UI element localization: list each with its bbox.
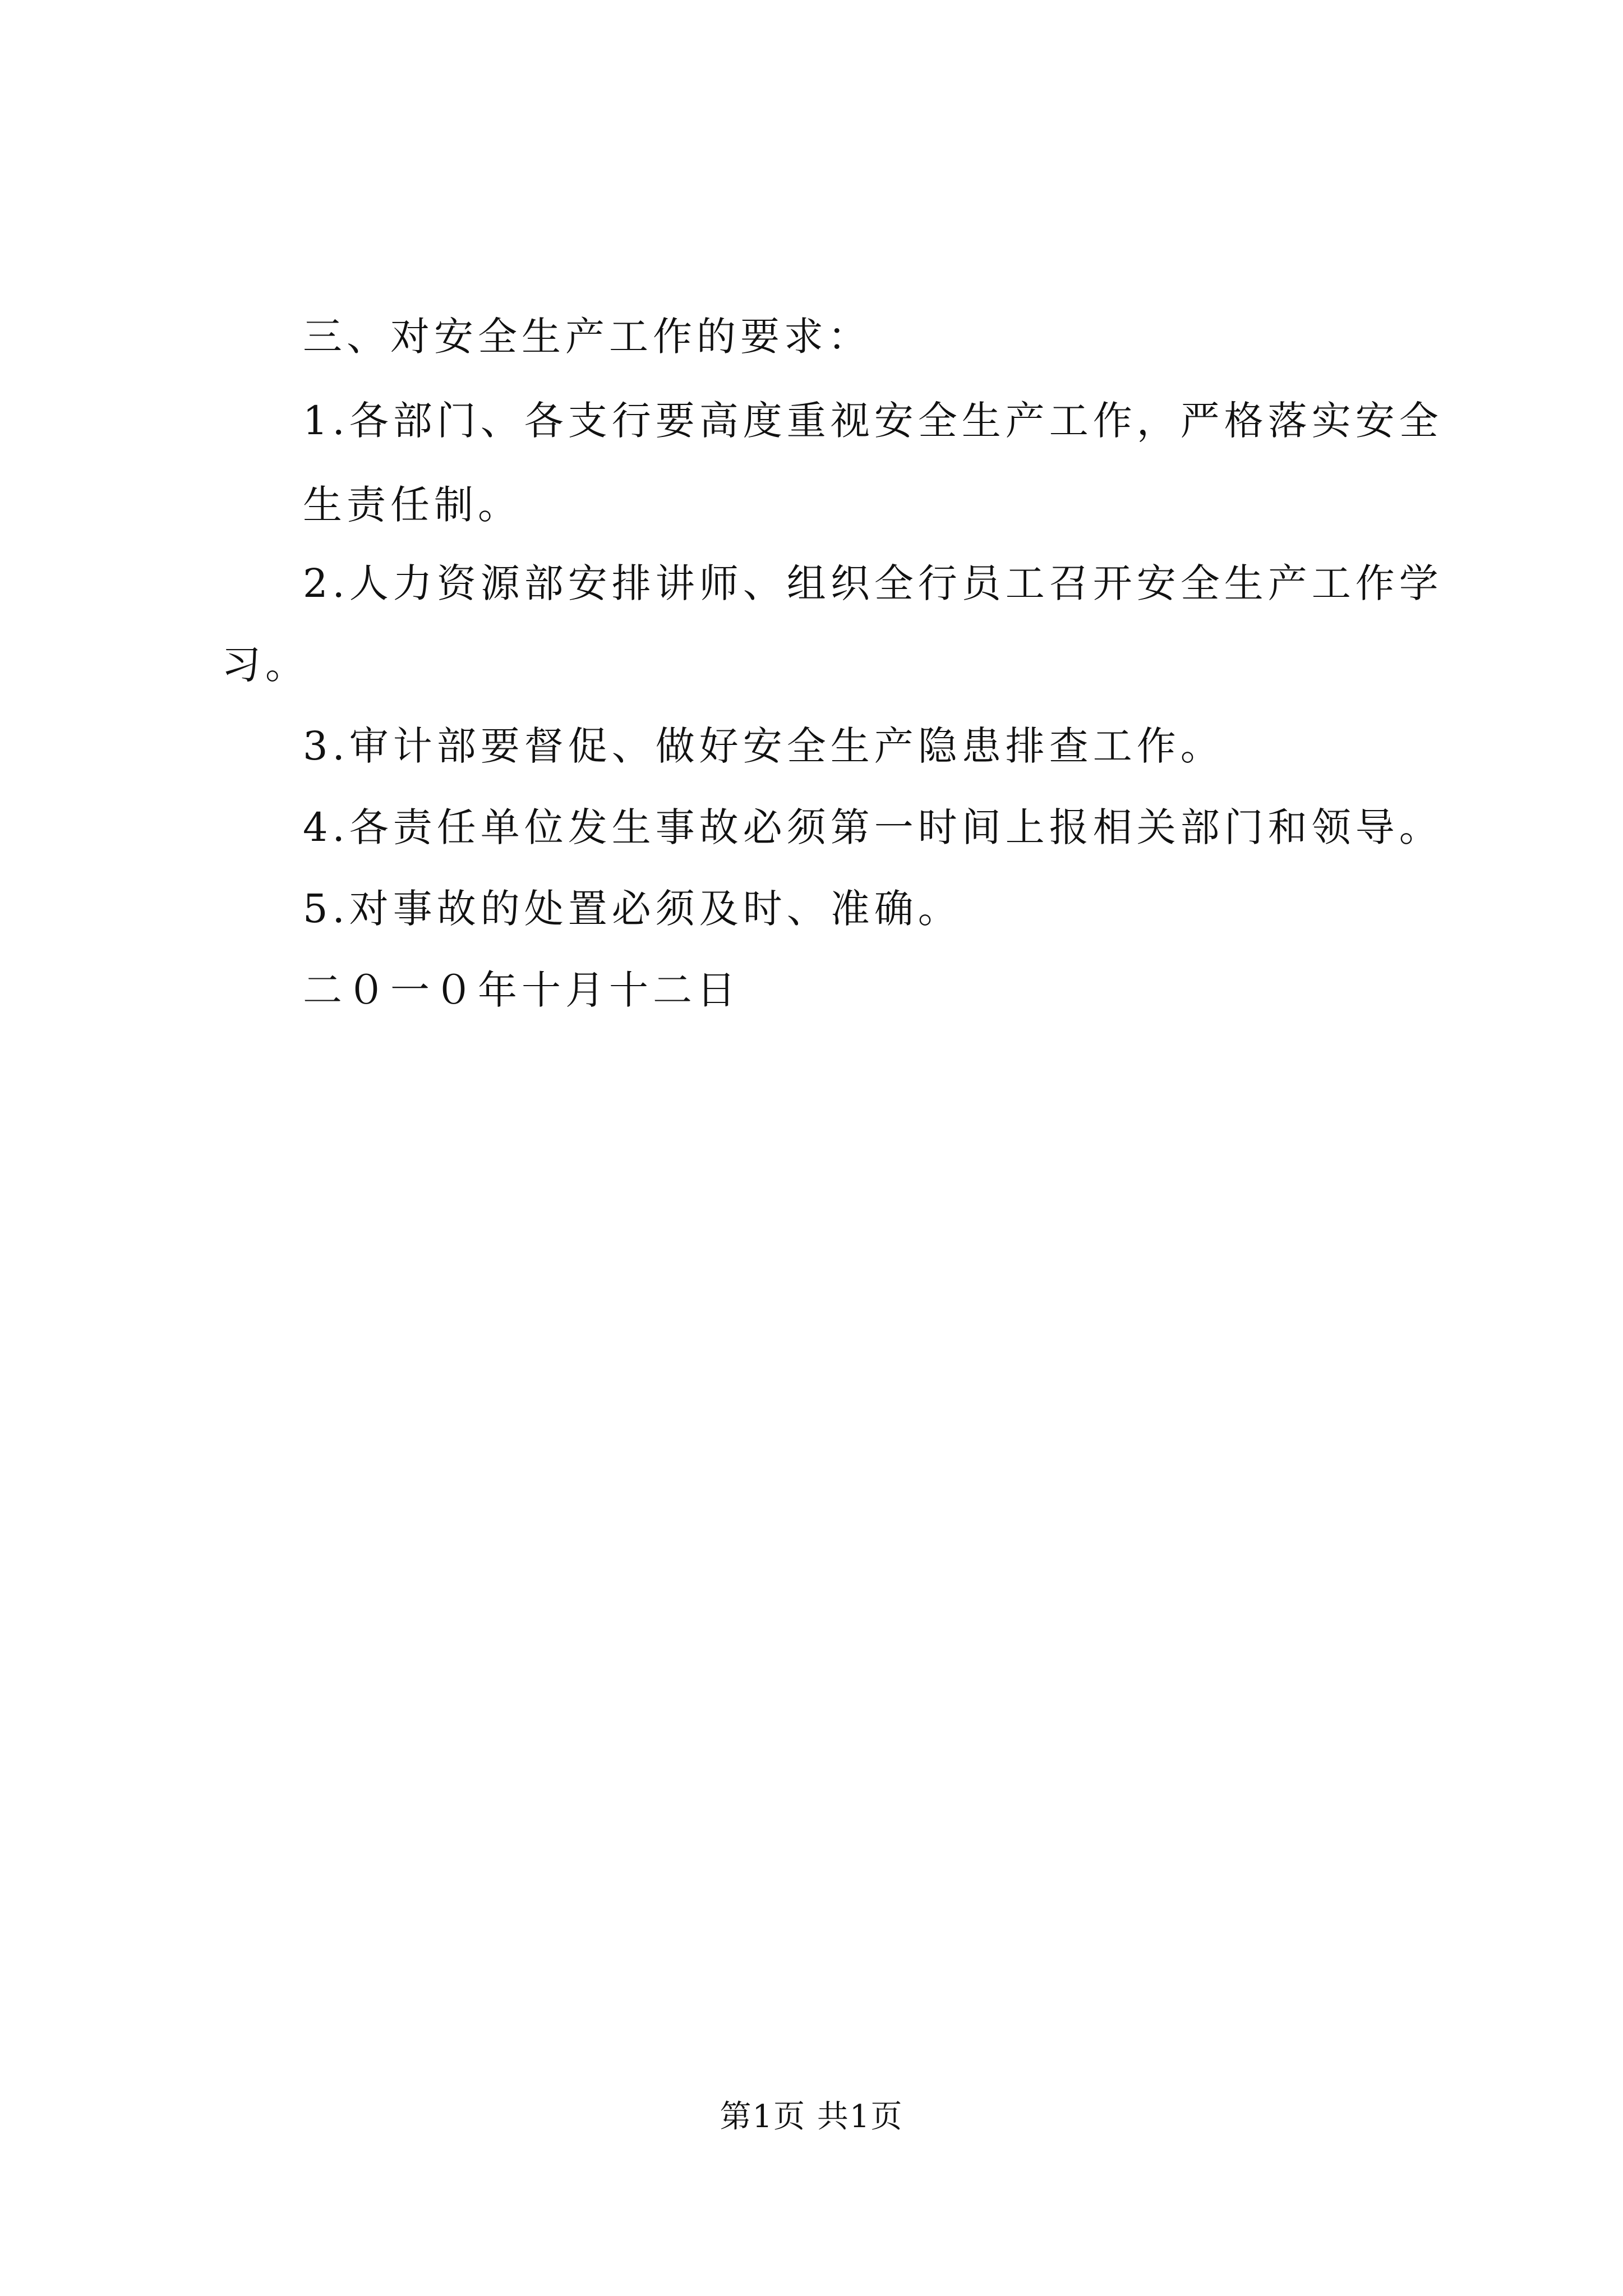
list-item-1-line-2: 生责任制。: [303, 482, 522, 528]
list-item-5: 5.对事故的处置必须及时、准确。: [303, 886, 962, 932]
document-date: 二０一０年十月十二日: [303, 967, 740, 1013]
page-footer: 第1页 共1页: [720, 2099, 903, 2135]
list-item-2-line-1: 2.人力资源部安排讲师、组织全行员工召开安全生产工作学: [303, 560, 1443, 606]
section-heading: 三、对安全生产工作的要求：: [303, 314, 872, 360]
list-item-3: 3.审计部要督促、做好安全生产隐患排查工作。: [303, 723, 1224, 769]
list-item-1-line-1: 1.各部门、各支行要高度重视安全生产工作，严格落实安全: [303, 398, 1443, 444]
list-item-2-line-2: 习。: [222, 642, 309, 688]
list-item-4: 4.各责任单位发生事故必须第一时间上报相关部门和领导。: [303, 804, 1443, 850]
